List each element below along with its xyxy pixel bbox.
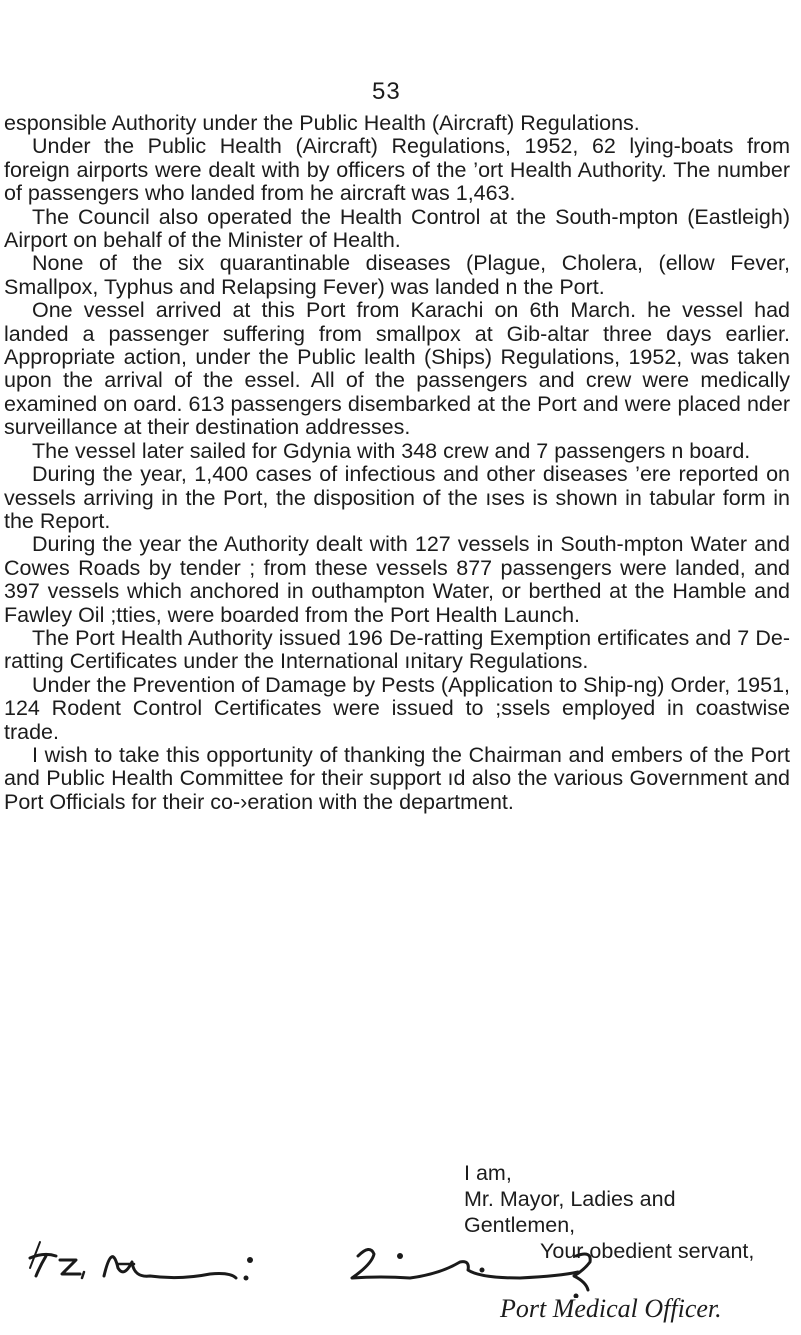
- report-body: [4, 112, 790, 814]
- paragraph-6: The vessel later sailed for Gdynia with 348 crew and 7 passengers n board.: [32, 438, 751, 463]
- closing-line-1: I am,: [464, 1161, 512, 1185]
- page-number: 53: [372, 78, 401, 105]
- signature-dot: [397, 1253, 403, 1259]
- paragraph-3: The Council also operated the Health Control at the South-mpton (Eastleigh) Airport on behalf of the Minister of Health.: [4, 204, 790, 253]
- signature-stroke: [60, 1260, 80, 1274]
- paragraph-1: esponsible Authority under the Public Health (Aircraft) Regulations.: [4, 111, 640, 135]
- closing-line-3: Your obedient servant,: [540, 1239, 755, 1263]
- signature-stroke: [30, 1254, 56, 1276]
- signature-dot: [244, 1276, 249, 1281]
- signature-stroke: [82, 1272, 84, 1278]
- signature-stroke: [352, 1249, 578, 1278]
- paragraph-11: I wish to take this opportunity of thanking the Chairman and embers of the Port and Public Health Committee for their support ıd also the various Government and Port Officials for their co-›eration with the department.: [4, 742, 790, 814]
- paragraph-8: During the year the Authority dealt with 127 vessels in South-mpton Water and Cowes Roads by tender ; from these vessels 877 passengers were landed, and 397 vessels which anchored in outhampton Water, or berthed at the Hamble and Fawley Oil ;tties, were boarded from the Port Health Launch.: [4, 532, 790, 627]
- signature-strokes: [30, 1242, 590, 1298]
- paragraph-2: Under the Public Health (Aircraft) Regulations, 1952, 62 lying-boats from foreign airports were dealt with by officers of the ’ort Health Authority. The number of passengers who landed from he aircraft was 1,463.: [4, 134, 790, 206]
- paragraph-5: One vessel arrived at this Port from Karachi on 6th March. he vessel had landed a passenger suffering from smallpox at Gib-altar three days earlier. Appropriate action, under the Public lealth (Ships) Regulations, 1952, was taken upon the arrival of the essel. All of the passengers and crew were medically examined on oard. 613 passengers disembarked at the Port and were placed nder surveillance at their destination addresses.: [4, 298, 790, 440]
- signature-stroke: [104, 1257, 236, 1278]
- closing-line-2: Mr. Mayor, Ladies and Gentlemen,: [464, 1187, 676, 1237]
- handwritten-signature: [0, 1238, 801, 1298]
- paragraph-10: Under the Prevention of Damage by Pests (Application to Ship-ng) Order, 1951, 124 Rodent Control Certificates were issued to ;ssels employed in coastwise trade.: [4, 672, 790, 744]
- paragraph-4: None of the six quarantinable diseases (Plague, Cholera, (ellow Fever, Smallpox, Typhus and Relapsing Fever) was landed n the Port.: [4, 251, 790, 299]
- paragraph-9: The Port Health Authority issued 196 De-ratting Exemption ertificates and 7 De-ratting Certificates under the International ınitary Regulations.: [4, 625, 790, 674]
- signature-dot: [480, 1268, 485, 1273]
- paragraph-7: During the year, 1,400 cases of infectious and other diseases ’ere reported on vessels arriving in the Port, the disposition of the ıses is shown in tabular form in the Report.: [4, 462, 790, 533]
- signature-dot: [247, 1257, 253, 1263]
- officer-title: Port Medical Officer.: [500, 1294, 722, 1323]
